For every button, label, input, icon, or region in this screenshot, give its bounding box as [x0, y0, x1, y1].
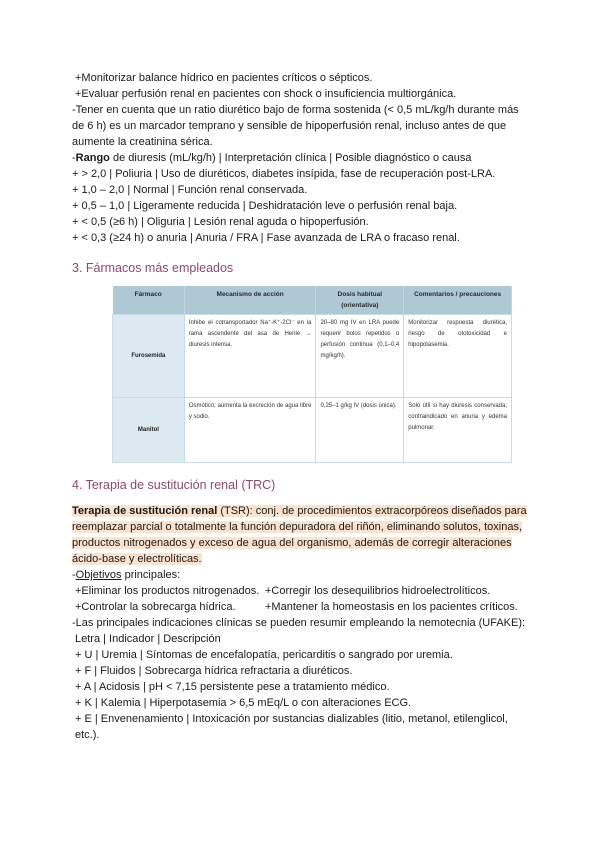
rango-bold: Rango	[75, 152, 110, 164]
rango-item: + < 0,5 (≥6 h) | Oliguria | Lesión renal aguda o hipoperfusión.	[72, 216, 369, 228]
drug-table-image	[112, 286, 512, 463]
column-header: Comentarios / precauciones	[404, 286, 512, 315]
trc-definition: Terapia de sustitución renal (TSR): conj. de procedimientos extracorpóreos diseñados para reemplazar parcial o totalmente la función depuradora del riñón, eliminando solutos, toxinas, productos nitrogenados y exceso de agua del organismo, además de corregir alteraciones ácido-base y electrolíticas.	[72, 505, 527, 565]
ufake-item: + E | Envenenamiento | Intoxicación por sustancias dializables (litio, metanol, etilenglicol, etc.).	[75, 713, 508, 741]
column-header: Mecanismo de acción	[184, 286, 316, 315]
drug-mechanism: Osmótico; aumenta la excreción de agua libre y sodio.	[184, 398, 316, 463]
intro-line: +Evaluar perfusión renal en pacientes con shock o insuficiencia multiorgánica.	[75, 88, 457, 100]
drug-name: Manitol	[113, 398, 185, 463]
ufake-item: + A | Acidosis | pH < 7,15 persistente pese a tratamiento médico.	[75, 681, 390, 693]
objetivo-item: +Eliminar los productos nitrogenados.	[75, 585, 260, 597]
drug-comments: Monitorizar respuesta diurética, riesgo de ototoxicidad e hipopotasemia.	[404, 315, 512, 398]
ufake-item: + F | Fluidos | Sobrecarga hídrica refractaria a diuréticos.	[75, 665, 353, 677]
trc-term: Terapia de sustitución renal	[72, 505, 218, 517]
drug-dose: 0,25–1 g/kg IV (dosis única).	[316, 398, 404, 463]
objetivo-item: +Mantener la homeostasis en los pacientes críticos.	[265, 601, 518, 613]
document-page	[72, 70, 528, 743]
note-paragraph: -Tener en cuenta que un ratio diurético bajo de forma sostenida (< 0,5 mL/kg/h durante más de 6 h) es un marcador temprano y sensible de hipoperfusión renal, incluso antes de que aumente la creatinina sérica.	[72, 104, 519, 148]
table-row	[113, 398, 512, 463]
column-header: Dosis habitual (orientativa)	[316, 286, 404, 315]
objetivos-heading: -Objetivos principales:	[72, 569, 181, 581]
drug-mechanism: Inhibe el cotransportador Na⁺-K⁺-2Cl⁻ en la rama ascendente del asa de Henle → diuresis intensa.	[184, 315, 316, 398]
rango-item: + > 2,0 | Poliuria | Uso de diuréticos, diabetes insípida, fase de recuperación post-LRA.	[72, 168, 496, 180]
rango-heading: -Rango de diuresis (mL/kg/h) | Interpretación clínica | Posible diagnóstico o causa	[72, 152, 472, 164]
column-header: Fármaco	[113, 286, 185, 315]
indications-paragraph: -Las principales indicaciones clínicas se pueden resumir empleando la nemotecnia (UFAKE):	[72, 617, 526, 629]
drug-comments: Solo útil si hay diuresis conservada; contraindicado en anuria y edema pulmonar.	[404, 398, 512, 463]
section-4-title: 4. Terapia de sustitución renal (TRC)	[72, 478, 276, 492]
ufake-item: + U | Uremia | Síntomas de encefalopatía, pericarditis o sangrado por uremia.	[75, 649, 453, 661]
ufake-item: + K | Kalemia | Hiperpotasemia > 6,5 mEq/L o con alteraciones ECG.	[75, 697, 412, 709]
objetivo-item: +Controlar la sobrecarga hídrica.	[75, 601, 236, 613]
objetivos-row	[72, 583, 528, 599]
table-header-row	[113, 286, 512, 315]
ufake-header: Letra | Indicador | Descripción	[75, 633, 221, 645]
rango-item: + 1,0 – 2,0 | Normal | Función renal conservada.	[72, 184, 308, 196]
drug-name: Furosemida	[113, 315, 185, 398]
rango-item: + < 0,3 (≥24 h) o anuria | Anuria / FRA | Fase avanzada de LRA o fracaso renal.	[72, 232, 460, 244]
drug-dose: 20–80 mg IV en LRA puede requerir bolos repetidos o perfusión continua (0,1–0,4 mg/kg/h).	[316, 315, 404, 398]
objetivo-item: +Corregir los desequilibrios hidroelectrolíticos.	[265, 585, 491, 597]
intro-line: +Monitorizar balance hídrico en pacientes críticos o sépticos.	[75, 72, 373, 84]
table-row	[113, 315, 512, 398]
rango-item: + 0,5 – 1,0 | Ligeramente reducida | Deshidratación leve o perfusión renal baja.	[72, 200, 458, 212]
section-3-title: 3. Fármacos más empleados	[72, 261, 234, 275]
drug-table	[112, 286, 512, 463]
objetivos-row	[72, 599, 528, 615]
